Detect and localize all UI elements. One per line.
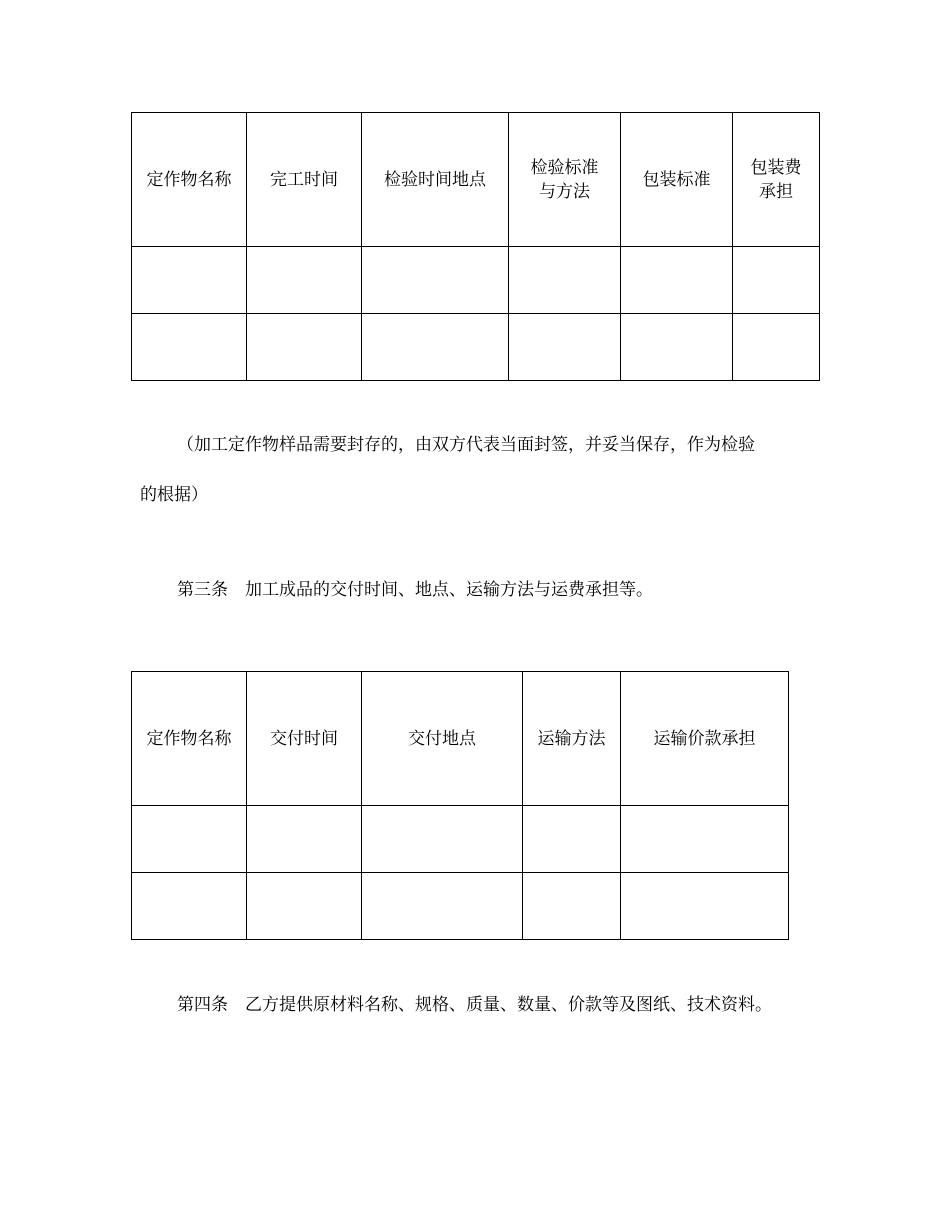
delivery-transport-table [131,671,789,940]
table-cell [621,806,789,873]
table-cell [247,873,362,940]
table-cell [621,314,733,381]
table-row [132,806,789,873]
header-cell-completion-time: 完工时间 [247,113,362,247]
table-cell [132,873,247,940]
table-cell [362,873,523,940]
header-cell-delivery-time: 交付时间 [247,672,362,806]
article-4-text: 第四条 乙方提供原材料名称、规格、质量、数量、价款等及图纸、技术资料。 [177,995,772,1015]
table-header-row [132,672,789,806]
table-cell [362,247,509,314]
table-cell [247,806,362,873]
table-cell [621,247,733,314]
table-cell [523,806,621,873]
table-cell [247,247,362,314]
header-cell-packaging-cost-bearer: 包装费 承担 [733,113,820,247]
table-cell [509,247,621,314]
header-cell-inspection-standard-method: 检验标准 与方法 [509,113,621,247]
table-cell [362,806,523,873]
header-cell-transport-method: 运输方法 [523,672,621,806]
table-row [132,873,789,940]
table-cell [247,314,362,381]
table-cell [132,247,247,314]
table-cell [509,314,621,381]
table-row [132,314,820,381]
header-cell-product-name: 定作物名称 [132,672,247,806]
inspection-packaging-table [131,112,820,381]
table-header-row [132,113,820,247]
table-cell [733,314,820,381]
table-cell [621,873,789,940]
header-cell-inspection-time-place: 检验时间地点 [362,113,509,247]
table-cell [132,806,247,873]
header-cell-delivery-place: 交付地点 [362,672,523,806]
sample-sealing-note-line-2: 的根据） [140,485,208,505]
article-3-text: 第三条 加工成品的交付时间、地点、运输方法与运费承担等。 [177,580,653,600]
table-row [132,247,820,314]
table-cell [523,873,621,940]
table-cell [362,314,509,381]
sample-sealing-note-line-1: （加工定作物样品需要封存的，由双方代表当面封签，并妥当保存，作为检验 [177,435,755,455]
header-cell-product-name: 定作物名称 [132,113,247,247]
header-cell-packaging-standard: 包装标准 [621,113,733,247]
table-cell [733,247,820,314]
header-cell-transport-cost-bearer: 运输价款承担 [621,672,789,806]
table-cell [132,314,247,381]
